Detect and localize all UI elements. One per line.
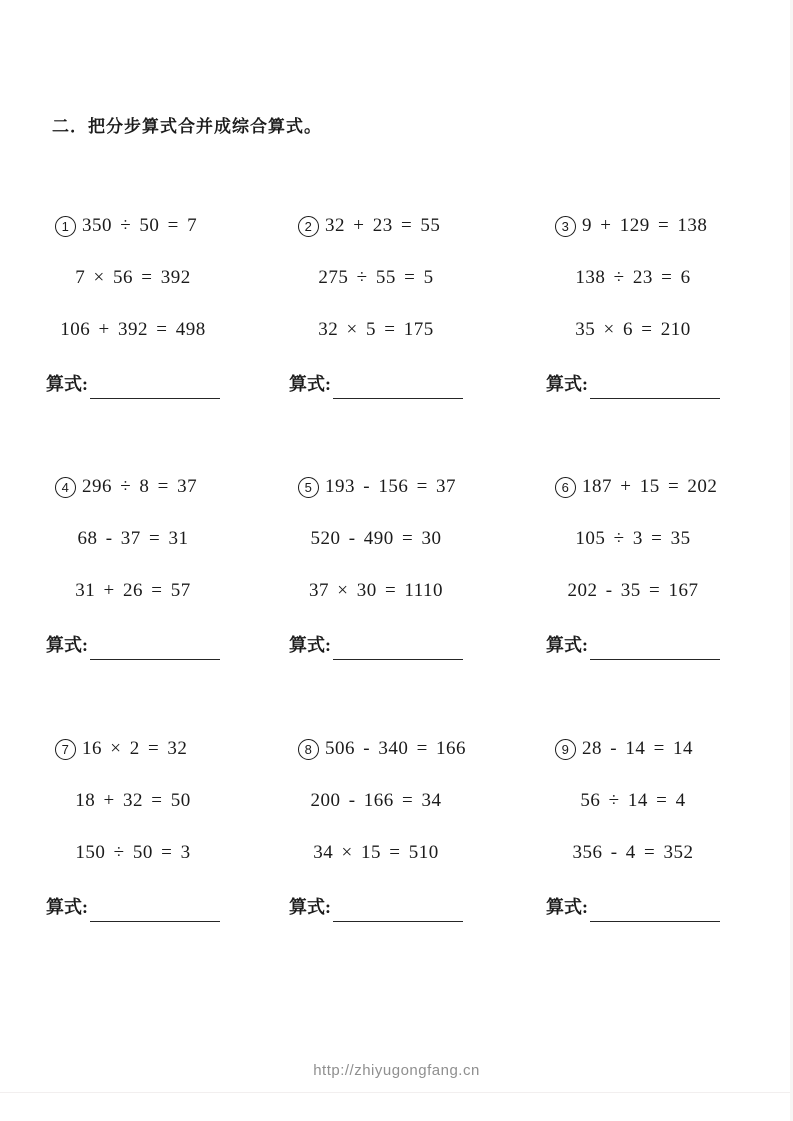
equation-text: 9 + 129 = 138 bbox=[582, 215, 708, 236]
equation-line: 106 + 392 = 498 bbox=[60, 319, 206, 340]
problem-cell-1 bbox=[46, 214, 220, 396]
footer-divider bbox=[0, 1092, 793, 1093]
equation-line bbox=[289, 737, 467, 761]
expression-label: 算式: bbox=[46, 897, 88, 917]
problem-number: 3 bbox=[561, 218, 570, 234]
answer-blank bbox=[333, 639, 463, 660]
problem-cell-8 bbox=[289, 737, 467, 919]
equation-line: 32 × 5 = 175 bbox=[318, 319, 434, 340]
equation-line: 520 - 490 = 30 bbox=[310, 528, 442, 549]
expression-answer-line bbox=[289, 893, 463, 919]
equation-line: 7 × 56 = 392 bbox=[75, 267, 191, 288]
equation-text: 350 ÷ 50 = 7 bbox=[82, 215, 198, 236]
equation-text: 506 - 340 = 166 bbox=[325, 738, 467, 759]
problem-number: 9 bbox=[561, 741, 570, 757]
problem-number-badge bbox=[55, 739, 76, 760]
problem-cell-7 bbox=[46, 737, 220, 919]
problem-number: 8 bbox=[304, 741, 313, 757]
problem-number: 7 bbox=[61, 741, 70, 757]
equation-line: 34 × 15 = 510 bbox=[313, 842, 439, 863]
equation-text: 296 ÷ 8 = 37 bbox=[82, 476, 198, 497]
expression-label: 算式: bbox=[46, 635, 88, 655]
problem-cell-5 bbox=[289, 475, 463, 657]
equation-line: 150 ÷ 50 = 3 bbox=[75, 842, 191, 863]
expression-answer-line bbox=[46, 370, 220, 396]
problem-number-badge bbox=[298, 739, 319, 760]
answer-blank bbox=[90, 639, 220, 660]
problem-cell-4 bbox=[46, 475, 220, 657]
equation-text: 187 + 15 = 202 bbox=[582, 476, 718, 497]
expression-answer-line bbox=[46, 631, 220, 657]
equation-line bbox=[46, 214, 220, 238]
answer-blank bbox=[90, 901, 220, 922]
problem-number: 5 bbox=[304, 479, 313, 495]
equation-line: 200 - 166 = 34 bbox=[310, 790, 442, 811]
problem-cell-2 bbox=[289, 214, 463, 396]
problem-number-badge bbox=[298, 216, 319, 237]
equation-line bbox=[546, 475, 720, 499]
answer-blank bbox=[333, 901, 463, 922]
expression-label: 算式: bbox=[289, 897, 331, 917]
problem-number: 6 bbox=[561, 479, 570, 495]
expression-label: 算式: bbox=[289, 635, 331, 655]
problem-number-badge bbox=[555, 216, 576, 237]
equation-line bbox=[46, 475, 220, 499]
equation-line: 35 × 6 = 210 bbox=[575, 319, 691, 340]
equation-line: 275 ÷ 55 = 5 bbox=[318, 267, 434, 288]
problem-cell-3 bbox=[546, 214, 720, 396]
problem-number-badge bbox=[298, 477, 319, 498]
equation-line bbox=[546, 214, 720, 238]
equation-text: 16 × 2 = 32 bbox=[82, 738, 188, 759]
equation-line: 37 × 30 = 1110 bbox=[308, 580, 444, 601]
equation-text: 28 - 14 = 14 bbox=[582, 738, 694, 759]
equation-line: 105 ÷ 3 = 35 bbox=[575, 528, 691, 549]
problem-number-badge bbox=[55, 216, 76, 237]
problem-number-badge bbox=[555, 477, 576, 498]
answer-blank bbox=[90, 378, 220, 399]
expression-label: 算式: bbox=[546, 374, 588, 394]
equation-line bbox=[46, 737, 220, 761]
expression-answer-line bbox=[546, 370, 720, 396]
problem-number-badge bbox=[555, 739, 576, 760]
problem-number-badge bbox=[55, 477, 76, 498]
answer-blank bbox=[333, 378, 463, 399]
expression-answer-line bbox=[289, 370, 463, 396]
footer-url: http://zhiyugongfang.cn bbox=[313, 1062, 480, 1079]
expression-answer-line bbox=[546, 631, 720, 657]
expression-label: 算式: bbox=[546, 635, 588, 655]
equation-line: 56 ÷ 14 = 4 bbox=[580, 790, 686, 811]
equation-line bbox=[289, 214, 463, 238]
answer-blank bbox=[590, 639, 720, 660]
problem-number: 2 bbox=[304, 218, 313, 234]
expression-label: 算式: bbox=[46, 374, 88, 394]
expression-answer-line bbox=[289, 631, 463, 657]
answer-blank bbox=[590, 378, 720, 399]
equation-line bbox=[546, 737, 720, 761]
equation-line: 68 - 37 = 31 bbox=[77, 528, 189, 549]
equation-line: 138 ÷ 23 = 6 bbox=[575, 267, 691, 288]
expression-answer-line bbox=[546, 893, 720, 919]
problem-number: 1 bbox=[61, 218, 70, 234]
equation-line: 18 + 32 = 50 bbox=[75, 790, 191, 811]
problem-number: 4 bbox=[61, 479, 70, 495]
equation-text: 32 + 23 = 55 bbox=[325, 215, 441, 236]
answer-blank bbox=[590, 901, 720, 922]
equation-line: 202 - 35 = 167 bbox=[567, 580, 699, 601]
equation-line bbox=[289, 475, 463, 499]
problem-cell-9 bbox=[546, 737, 720, 919]
expression-label: 算式: bbox=[546, 897, 588, 917]
problem-cell-6 bbox=[546, 475, 720, 657]
section-title: 二．把分步算式合并成综合算式。 bbox=[52, 117, 322, 136]
equation-line: 356 - 4 = 352 bbox=[572, 842, 694, 863]
expression-answer-line bbox=[46, 893, 220, 919]
expression-label: 算式: bbox=[289, 374, 331, 394]
equation-line: 31 + 26 = 57 bbox=[75, 580, 191, 601]
equation-text: 193 - 156 = 37 bbox=[325, 476, 457, 497]
